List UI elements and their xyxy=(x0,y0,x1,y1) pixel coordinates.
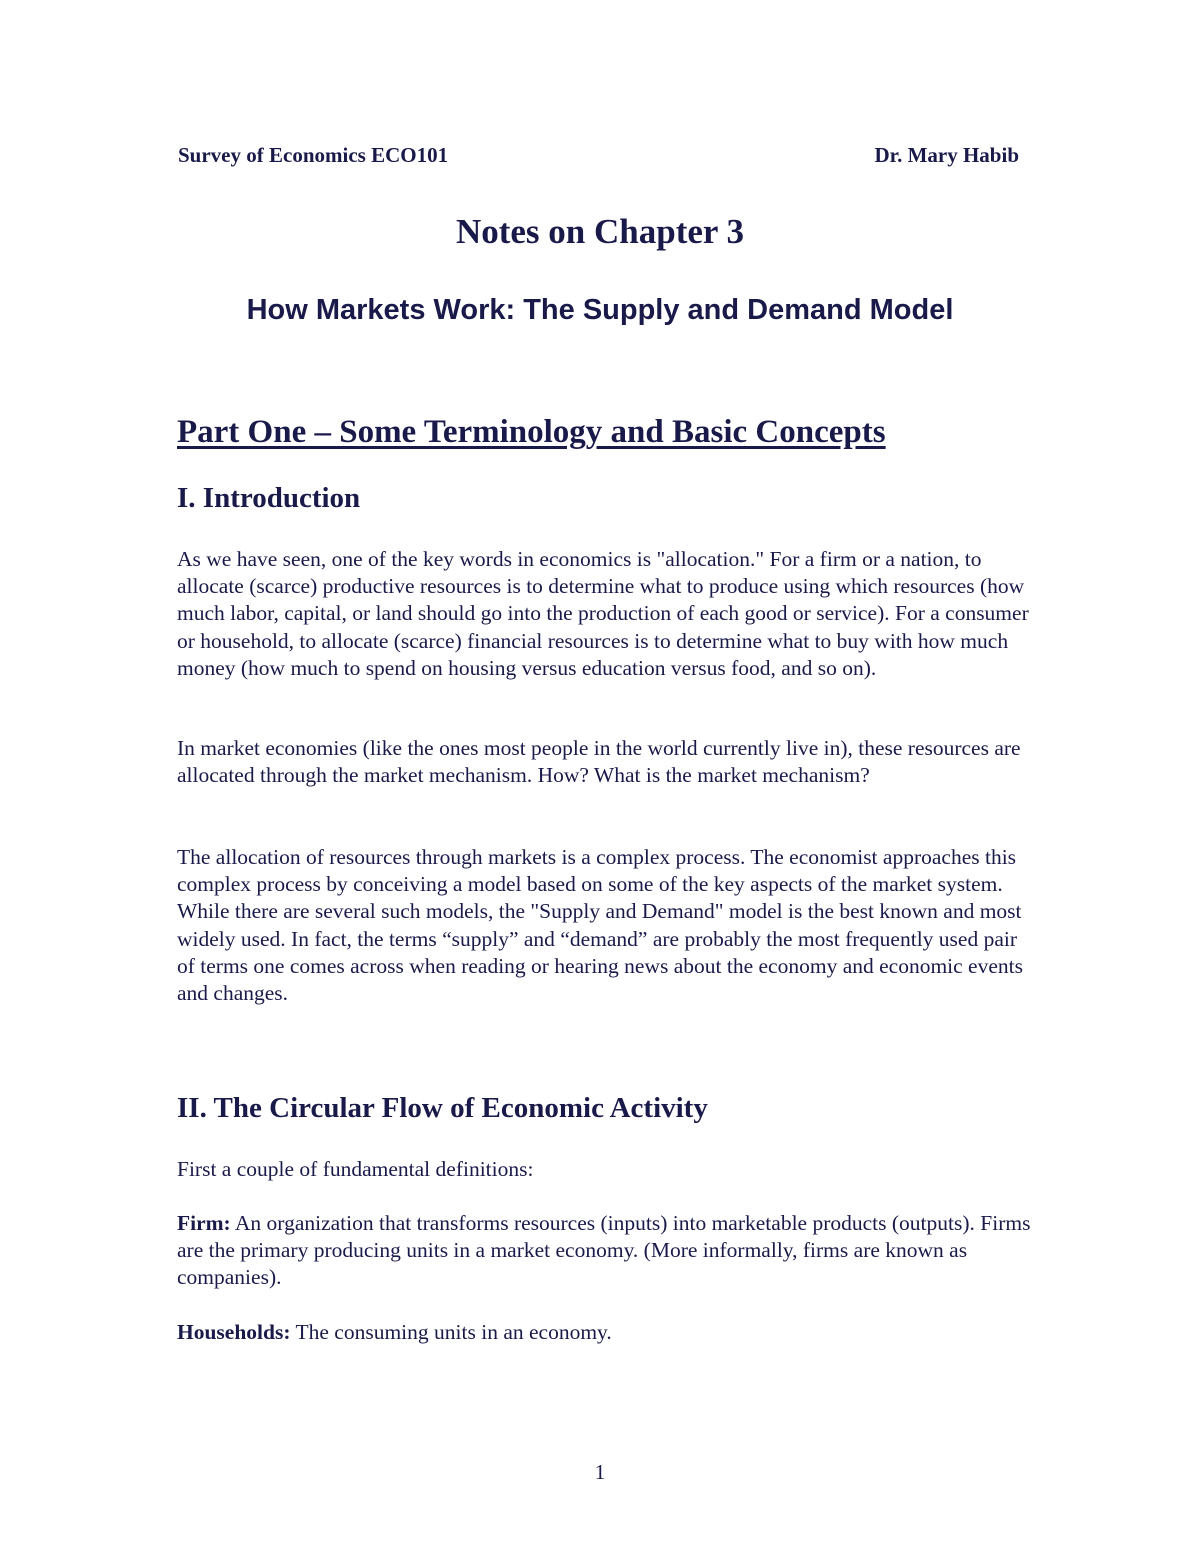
definition-text: The consuming units in an economy. xyxy=(290,1320,612,1344)
course-name: Survey of Economics ECO101 xyxy=(178,143,449,167)
section-introduction-heading: I. Introduction xyxy=(177,482,361,514)
document-subtitle: How Markets Work: The Supply and Demand Model xyxy=(246,294,954,326)
part-one-heading: Part One – Some Terminology and Basic Concepts xyxy=(177,414,886,450)
section-circular-flow-heading: II. The Circular Flow of Economic Activity xyxy=(177,1092,708,1124)
intro-paragraph-1: As we have seen, one of the key words in economics is "allocation." For a firm or a nation, to allocate (scarce) productive resources is to determine what to produce using which resources (how much labor, capital, or land should go into the production of each good or service). For a consumer or household, to allocate (scarce) financial resources is to determine what to buy with how much money (how much to spend on housing versus education versus food, and so on). xyxy=(177,547,1029,680)
page-number: 1 xyxy=(594,1460,606,1484)
definition-term: Households: xyxy=(177,1320,291,1344)
definition-households xyxy=(177,1319,1037,1346)
intro-paragraph-2: In market economies (like the ones most people in the world currently live in), these resources are allocated through the market mechanism. How? What is the market mechanism? xyxy=(177,736,1021,788)
definitions-intro: First a couple of fundamental definitions: xyxy=(177,1157,534,1181)
page-header xyxy=(178,143,1019,168)
definition-firm xyxy=(177,1210,1037,1292)
intro-paragraph-3: The allocation of resources through markets is a complex process. The economist approaches this complex process by conceiving a model based on some of the key aspects of the market system. While there are several such models, the "Supply and Demand" model is the best known and most widely used. In fact, the terms “supply” and “demand” are probably the most frequently used pair of terms one comes across when reading or hearing news about the economy and economic events and changes. xyxy=(177,845,1023,1006)
instructor-name: Dr. Mary Habib xyxy=(874,143,1019,167)
definition-text: An organization that transforms resources (inputs) into marketable products (outputs). Firms are the primary producing units in a market economy. (More informally, firms are known as companies). xyxy=(177,1211,1031,1290)
document-title: Notes on Chapter 3 xyxy=(455,212,745,251)
definition-term: Firm: xyxy=(177,1211,231,1235)
